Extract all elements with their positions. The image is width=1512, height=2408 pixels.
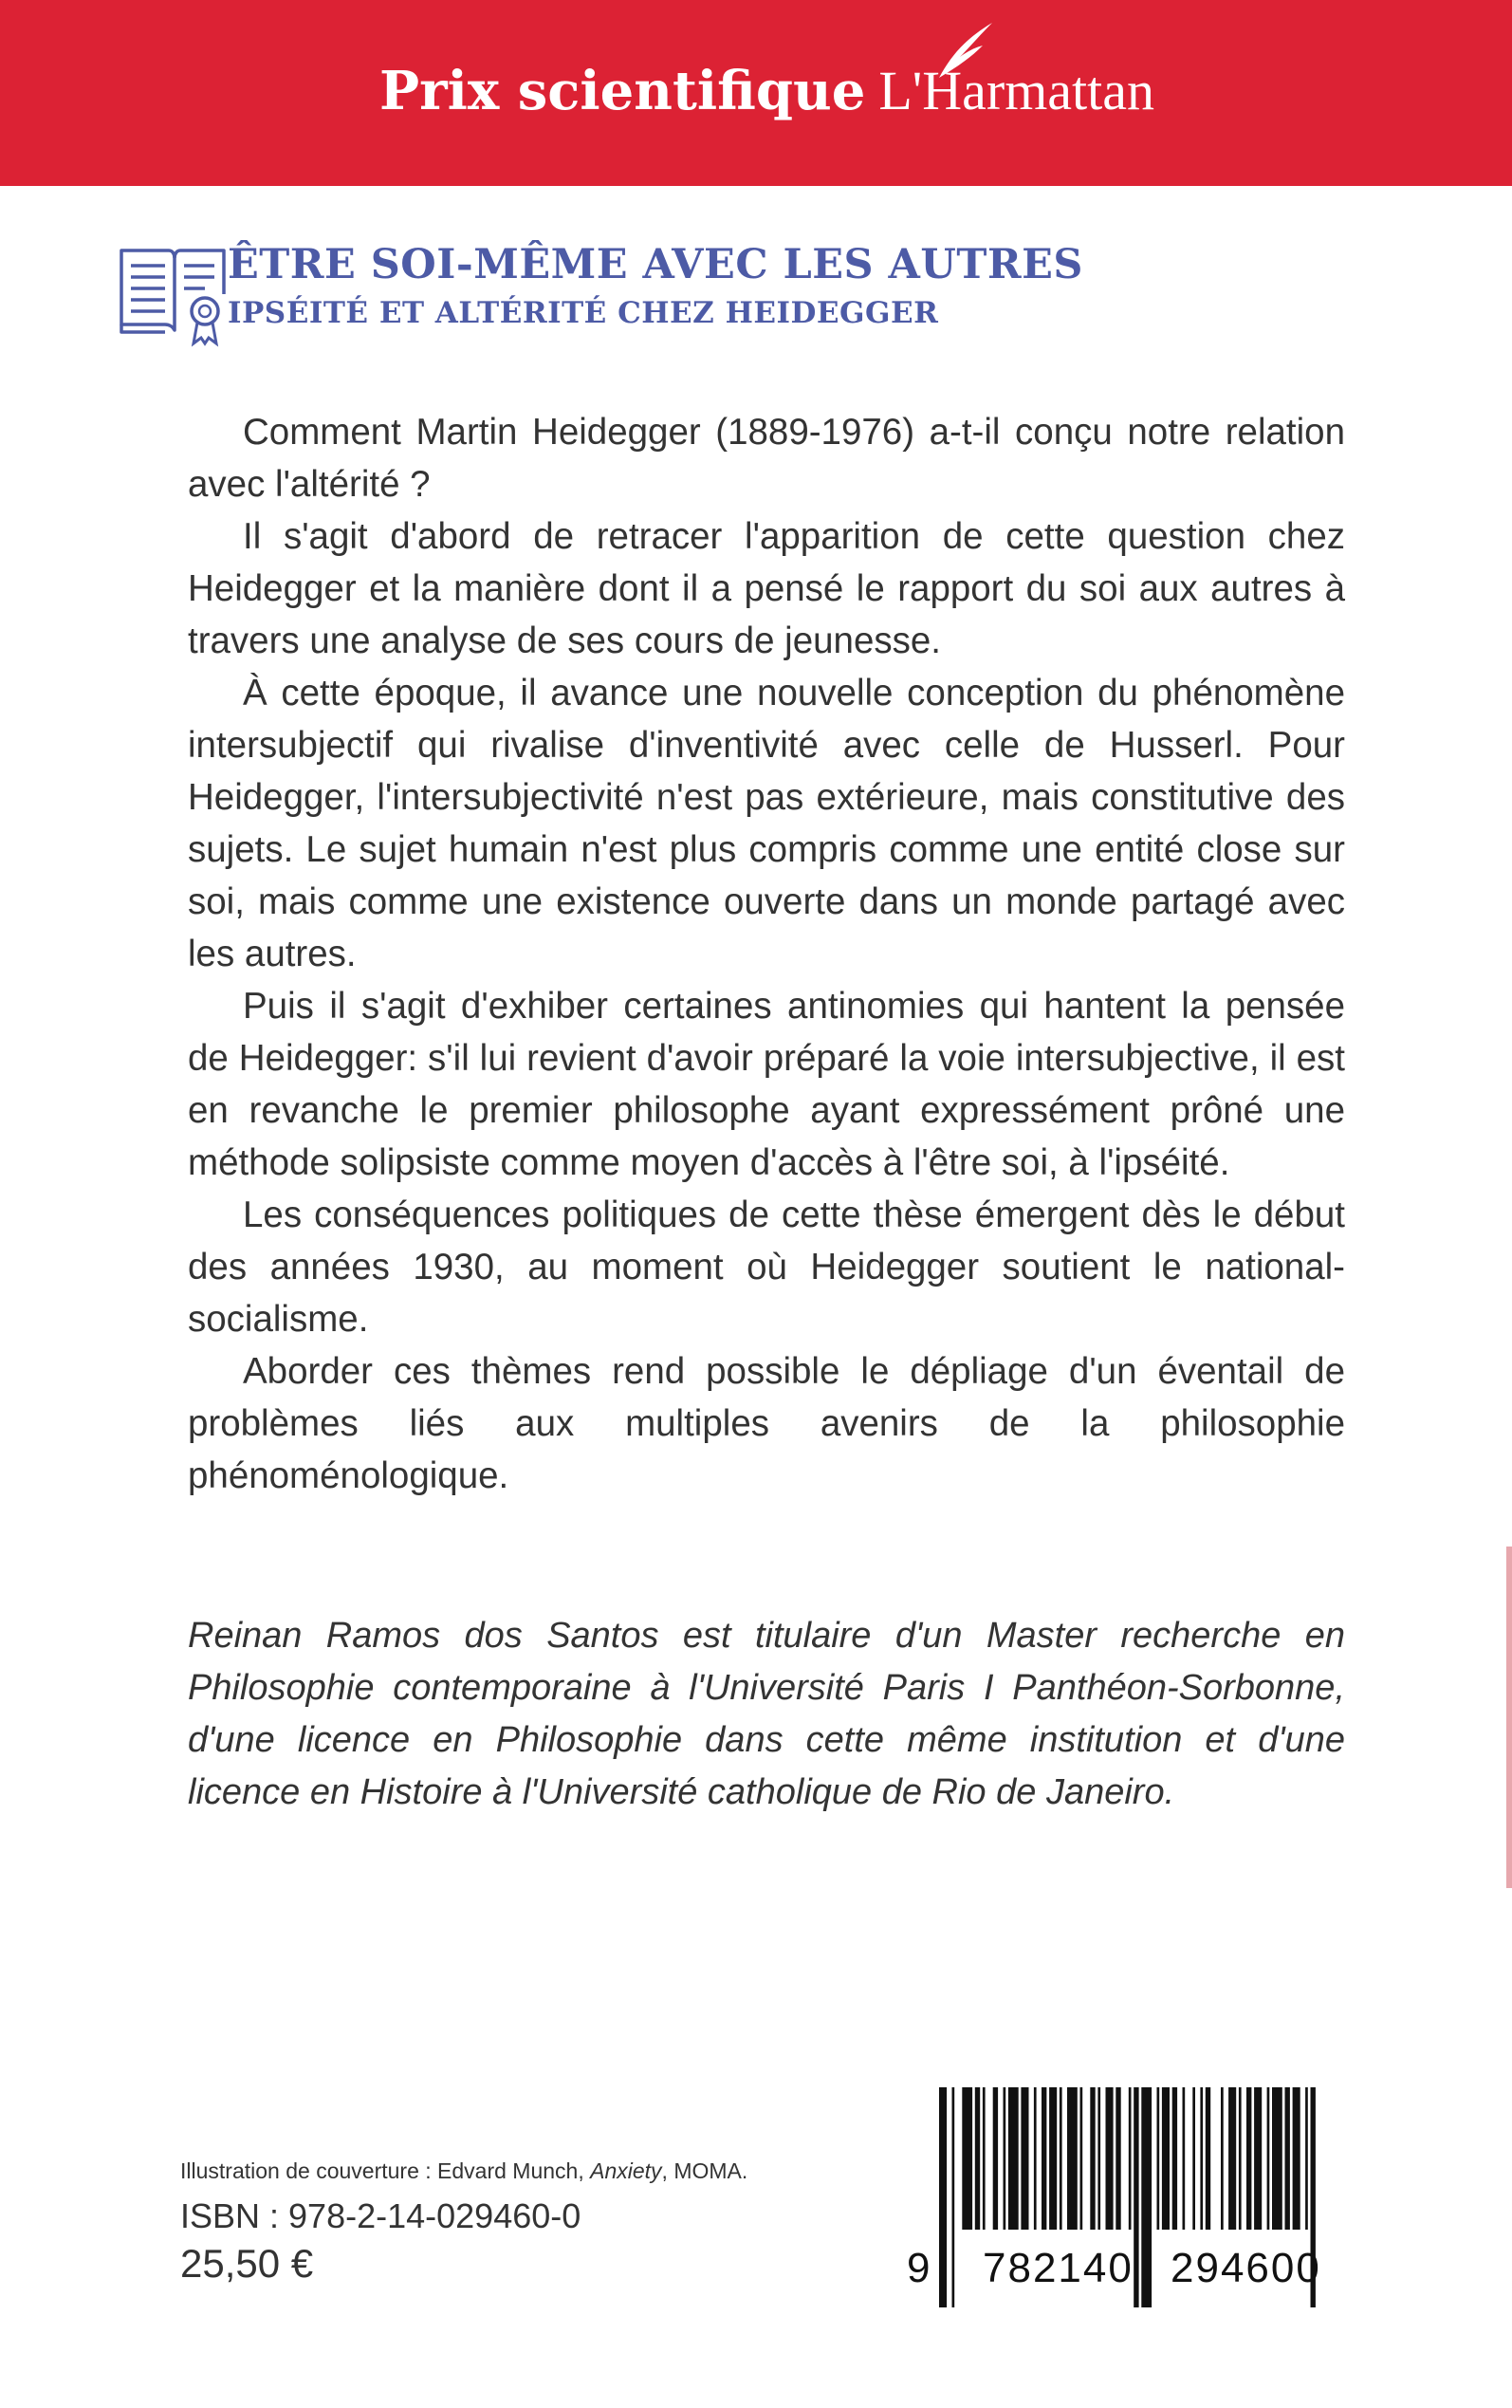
barcode-bar	[1239, 2087, 1242, 2230]
barcode-bar	[1034, 2087, 1037, 2230]
barcode-bar	[1200, 2087, 1203, 2230]
barcode-bar	[1049, 2087, 1057, 2230]
barcode-bar	[1004, 2087, 1006, 2230]
barcode-bar	[1008, 2087, 1019, 2230]
barcode-bar	[983, 2087, 986, 2230]
side-edge-mark	[1506, 1547, 1512, 1888]
barcode-bar	[1106, 2087, 1114, 2230]
blurb-paragraph: À cette époque, il avance une nouvelle conception du phénomène intersubjectif qui rivalise d'inventivité avec celle de Husserl. Pour Heidegger, l'intersubjectivité n'est pas extérieure, mais constitutive des sujets. Le sujet humain n'est plus compris comme une entité close sur soi, mais comme une existence ouverte dans un monde partagé avec les autres.	[188, 673, 1345, 974]
barcode-bar	[1021, 2087, 1028, 2230]
barcode-bar	[1285, 2087, 1290, 2230]
barcode-digits	[907, 2237, 1400, 2304]
blurb-paragraph: Il s'agit d'abord de retracer l'apparition de cette question chez Heidegger et la manière dont il a pensé le rapport du soi aux autres à travers une analyse de ses cours de jeunesse.	[188, 516, 1345, 661]
barcode-bar	[1267, 2087, 1270, 2230]
barcode-bar	[1183, 2087, 1186, 2230]
barcode-bar	[1206, 2087, 1210, 2230]
series-label: Prix scientifique	[379, 60, 866, 122]
barcode-bar	[1305, 2087, 1308, 2230]
header-band	[0, 0, 1512, 186]
credit-prefix: Illustration de couverture : Edvard Munch,	[180, 2158, 591, 2183]
barcode-bar	[1293, 2087, 1300, 2230]
barcode-bar	[1042, 2087, 1046, 2230]
barcode-group-left: 782140	[983, 2245, 1134, 2291]
quill-icon	[931, 19, 998, 80]
blurb-paragraph: Puis il s'agit d'exhiber certaines antinomies qui hantent la pensée de Heidegger: s'il lui revient d'avoir préparé la voie intersubjective, il est en revanche le premier philosophe ayant expressément prôné une méthode solipsiste comme moyen d'accès à l'être soi, à l'ipséité.	[188, 986, 1345, 1183]
blurb-paragraph: Aborder ces thèmes rend possible le dépliage d'un éventail de problèmes liés aux multiples avenirs de la philosophie phénoménologique.	[188, 1351, 1345, 1496]
barcode-bar	[1272, 2087, 1282, 2230]
barcode-bar	[1067, 2087, 1078, 2230]
publisher-logo	[878, 59, 1154, 122]
barcode-bar	[1080, 2087, 1083, 2230]
barcode-bar	[1129, 2087, 1132, 2230]
barcode-group-right: 294600	[1171, 2245, 1321, 2291]
series-row	[379, 59, 1154, 154]
barcode-bar	[1097, 2087, 1100, 2230]
barcode-bar	[1228, 2087, 1236, 2230]
barcode-bar	[1254, 2087, 1262, 2230]
barcode-bar	[1221, 2087, 1224, 2230]
barcode-lead-digit: 9	[907, 2245, 931, 2291]
credit-suffix: , MOMA.	[661, 2158, 748, 2183]
barcode-bar	[1172, 2087, 1177, 2230]
blurb	[188, 406, 1345, 1502]
barcode-bar	[1246, 2087, 1251, 2230]
book-title: ÊTRE SOI-MÊME AVEC LES AUTRES	[228, 241, 1083, 288]
barcode-bar	[1116, 2087, 1120, 2230]
isbn: ISBN : 978-2-14-029460-0	[180, 2196, 581, 2235]
author-bio: Reinan Ramos dos Santos est titulaire d'un Master recherche en Philosophie contemporaine à l'Université Paris I Panthéon-Sorbonne, d'une licence en Philosophie dans cette même institution et d'une licence en Histoire à l'Université catholique de Rio de Janeiro.	[188, 1616, 1345, 1812]
barcode-bar	[1060, 2087, 1062, 2230]
credit-work: Anxiety	[590, 2158, 662, 2183]
barcode-bar	[1090, 2087, 1095, 2230]
blurb-paragraph: Comment Martin Heidegger (1889-1976) a-t-il conçu notre relation avec l'altérité ?	[188, 412, 1345, 505]
barcode-bar	[1162, 2087, 1170, 2230]
barcode-bar	[1192, 2087, 1195, 2230]
barcode-bar	[993, 2087, 998, 2230]
barcode-bar	[975, 2087, 980, 2230]
book-certificate-icon	[118, 241, 231, 347]
barcode-bar	[962, 2087, 972, 2230]
cover-credit	[180, 2158, 747, 2184]
price: 25,50 €	[180, 2241, 314, 2286]
publisher-name: L'Harmattan	[878, 60, 1155, 121]
blurb-paragraph: Les conséquences politiques de cette thèse émergent dès le début des années 1930, au moment où Heidegger soutient le national-socialisme.	[188, 1195, 1345, 1340]
barcode-bar	[1157, 2087, 1160, 2230]
book-subtitle: IPSÉITÉ ET ALTÉRITÉ CHEZ HEIDEGGER	[228, 296, 939, 330]
